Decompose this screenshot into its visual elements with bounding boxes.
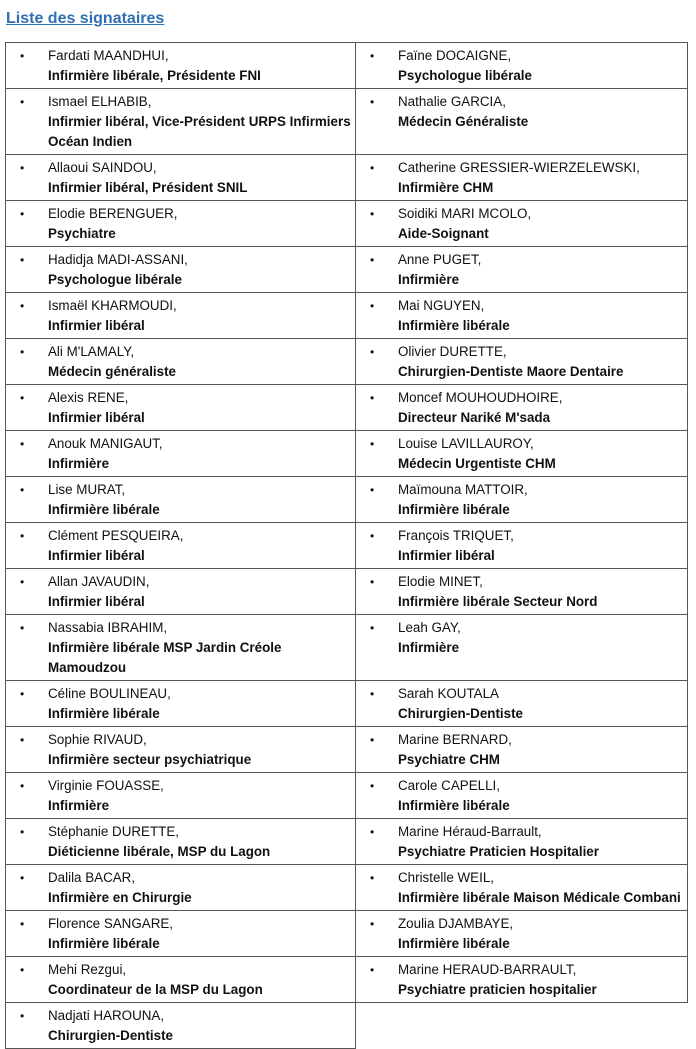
table-row xyxy=(6,865,688,911)
signatory-role: Infirmière libérale MSP Jardin Créole Mamoudzou xyxy=(48,640,282,675)
bullet-icon: • xyxy=(370,95,375,109)
signatory-role: Infirmier libéral, Président SNIL xyxy=(48,180,248,195)
bullet-icon: • xyxy=(370,871,375,885)
signatory-role: Infirmière xyxy=(398,640,460,655)
signatory-cell xyxy=(356,773,688,819)
signatory-name: Ismael ELHABIB, xyxy=(48,94,152,109)
signatory-cell xyxy=(356,911,688,957)
signatory-cell xyxy=(6,911,356,957)
table-row xyxy=(6,681,688,727)
signatory-name: Elodie MINET, xyxy=(398,574,483,589)
signatory-name: Nadjati HAROUNA, xyxy=(48,1008,165,1023)
bullet-icon: • xyxy=(370,437,375,451)
signatory-role: Infirmière libérale xyxy=(48,502,160,517)
signatory-name: Marine HERAUD-BARRAULT, xyxy=(398,962,577,977)
signatory-role: Infirmière xyxy=(398,272,460,287)
signatory-cell xyxy=(6,569,356,615)
bullet-icon: • xyxy=(370,621,375,635)
bullet-icon: • xyxy=(20,391,25,405)
table-row xyxy=(6,89,688,155)
bullet-icon: • xyxy=(20,95,25,109)
bullet-icon: • xyxy=(370,575,375,589)
signatory-name: Céline BOULINEAU, xyxy=(48,686,171,701)
signatory-role: Infirmière libérale xyxy=(398,502,510,517)
signatory-cell xyxy=(356,155,688,201)
table-row xyxy=(6,339,688,385)
signatory-name: Carole CAPELLI, xyxy=(398,778,500,793)
signatory-cell xyxy=(356,89,688,155)
signatory-cell xyxy=(6,523,356,569)
signatory-name: Sarah KOUTALA xyxy=(398,686,499,701)
page-title: Liste des signataires xyxy=(6,10,165,27)
signatory-name: Maïmouna MATTOIR, xyxy=(398,482,528,497)
signatory-cell xyxy=(6,773,356,819)
bullet-icon: • xyxy=(20,1009,25,1023)
bullet-icon: • xyxy=(20,917,25,931)
signatory-name: Lise MURAT, xyxy=(48,482,126,497)
signatory-cell xyxy=(6,615,356,681)
bullet-icon: • xyxy=(370,687,375,701)
bullet-icon: • xyxy=(20,963,25,977)
signatory-cell xyxy=(356,957,688,1003)
signatory-role: Psychiatre xyxy=(48,226,116,241)
bullet-icon: • xyxy=(370,825,375,839)
signatory-role: Infirmière libérale, Présidente FNI xyxy=(48,68,261,83)
table-row xyxy=(6,431,688,477)
signatory-role: Chirurgien-Dentiste xyxy=(48,1028,173,1043)
signatory-role: Directeur Nariké M'sada xyxy=(398,410,551,425)
signatory-name: Hadidja MADI-ASSANI, xyxy=(48,252,188,267)
signatory-role: Infirmière libérale xyxy=(398,798,510,813)
signatory-role: Coordinateur de la MSP du Lagon xyxy=(48,982,263,997)
signatory-role: Psychiatre Praticien Hospitalier xyxy=(398,844,599,859)
signatory-name: Sophie RIVAUD, xyxy=(48,732,147,747)
bullet-icon: • xyxy=(20,253,25,267)
signatory-role: Psychiatre praticien hospitalier xyxy=(398,982,597,997)
signatory-name: Christelle WEIL, xyxy=(398,870,494,885)
signatory-role: Chirurgien-Dentiste Maore Dentaire xyxy=(398,364,624,379)
bullet-icon: • xyxy=(20,779,25,793)
signatory-role: Infirmière xyxy=(48,456,110,471)
signatory-name: Anne PUGET, xyxy=(398,252,482,267)
signatory-role: Infirmière xyxy=(48,798,110,813)
table-row xyxy=(6,615,688,681)
bullet-icon: • xyxy=(370,253,375,267)
table-row xyxy=(6,523,688,569)
signatory-cell xyxy=(356,681,688,727)
bullet-icon: • xyxy=(370,345,375,359)
bullet-icon: • xyxy=(20,529,25,543)
signatory-cell xyxy=(356,247,688,293)
bullet-icon: • xyxy=(370,917,375,931)
table-row xyxy=(6,819,688,865)
bullet-icon: • xyxy=(20,345,25,359)
signatory-cell xyxy=(356,385,688,431)
signatory-role: Médecin Généraliste xyxy=(398,114,529,129)
signatory-cell xyxy=(356,615,688,681)
bullet-icon: • xyxy=(20,825,25,839)
signatory-name: Mai NGUYEN, xyxy=(398,298,485,313)
signatory-name: Nassabia IBRAHIM, xyxy=(48,620,168,635)
bullet-icon: • xyxy=(20,299,25,313)
signatory-cell xyxy=(356,201,688,247)
table-row xyxy=(6,293,688,339)
signatory-cell xyxy=(6,201,356,247)
signatory-cell xyxy=(6,339,356,385)
signatory-role: Aide-Soignant xyxy=(398,226,489,241)
signatory-role: Infirmière en Chirurgie xyxy=(48,890,192,905)
signatory-cell xyxy=(6,247,356,293)
signatory-role: Chirurgien-Dentiste xyxy=(398,706,523,721)
signatory-cell xyxy=(6,89,356,155)
signatory-cell xyxy=(6,477,356,523)
signatory-cell xyxy=(6,293,356,339)
table-row xyxy=(6,43,688,89)
signatory-cell xyxy=(356,431,688,477)
signatory-name: Virginie FOUASSE, xyxy=(48,778,164,793)
signatory-role: Infirmière libérale Secteur Nord xyxy=(398,594,598,609)
signatory-role: Infirmière secteur psychiatrique xyxy=(48,752,252,767)
signatory-cell xyxy=(356,523,688,569)
table-row xyxy=(6,201,688,247)
bullet-icon: • xyxy=(370,963,375,977)
table-row xyxy=(6,727,688,773)
signatory-cell xyxy=(6,431,356,477)
signatory-name: Louise LAVILLAUROY, xyxy=(398,436,534,451)
signatory-name: Marine BERNARD, xyxy=(398,732,512,747)
bullet-icon: • xyxy=(370,299,375,313)
signatory-role: Infirmière libérale Maison Médicale Combani xyxy=(398,890,681,905)
bullet-icon: • xyxy=(20,161,25,175)
signatory-role: Infirmière libérale xyxy=(398,318,510,333)
bullet-icon: • xyxy=(20,871,25,885)
signatory-role: Infirmière libérale xyxy=(48,936,160,951)
signatory-name: Dalila BACAR, xyxy=(48,870,136,885)
bullet-icon: • xyxy=(20,733,25,747)
table-row xyxy=(6,911,688,957)
signatory-role: Infirmière libérale xyxy=(48,706,160,721)
bullet-icon: • xyxy=(370,49,375,63)
table-row xyxy=(6,155,688,201)
signatory-name: Florence SANGARE, xyxy=(48,916,174,931)
signatory-cell xyxy=(356,477,688,523)
signatory-name: Elodie BERENGUER, xyxy=(48,206,178,221)
signatory-name: Soidiki MARI MCOLO, xyxy=(398,206,532,221)
bullet-icon: • xyxy=(370,529,375,543)
signatory-role: Médecin généraliste xyxy=(48,364,177,379)
signatory-name: Ismaël KHARMOUDI, xyxy=(48,298,177,313)
table-row xyxy=(6,1003,688,1049)
table-row xyxy=(6,773,688,819)
bullet-icon: • xyxy=(20,687,25,701)
signatory-role: Psychiatre CHM xyxy=(398,752,500,767)
signatory-role: Psychologue libérale xyxy=(48,272,182,287)
empty-cell xyxy=(356,1003,688,1049)
signatory-cell xyxy=(6,957,356,1003)
signatory-cell xyxy=(6,727,356,773)
signatory-role: Infirmier libéral xyxy=(398,548,495,563)
bullet-icon: • xyxy=(370,483,375,497)
signatory-name: Allaoui SAINDOU, xyxy=(48,160,157,175)
signatory-cell xyxy=(6,385,356,431)
signatory-role: Infirmier libéral xyxy=(48,594,145,609)
signatory-name: Mehi Rezgui, xyxy=(48,962,127,977)
signatory-cell xyxy=(356,819,688,865)
bullet-icon: • xyxy=(20,575,25,589)
signatory-name: Nathalie GARCIA, xyxy=(398,94,506,109)
signatory-name: Anouk MANIGAUT, xyxy=(48,436,163,451)
signatory-name: Allan JAVAUDIN, xyxy=(48,574,150,589)
signatory-cell xyxy=(6,43,356,89)
bullet-icon: • xyxy=(370,207,375,221)
signatory-cell xyxy=(356,727,688,773)
signatory-cell xyxy=(6,155,356,201)
signatory-role: Infirmier libéral xyxy=(48,318,145,333)
signatory-cell xyxy=(6,819,356,865)
bullet-icon: • xyxy=(20,49,25,63)
bullet-icon: • xyxy=(370,733,375,747)
signatory-cell xyxy=(6,865,356,911)
bullet-icon: • xyxy=(370,779,375,793)
signatory-name: Alexis RENE, xyxy=(48,390,129,405)
signatory-cell xyxy=(6,1003,356,1049)
signatory-name: Leah GAY, xyxy=(398,620,461,635)
signatory-cell xyxy=(356,339,688,385)
signatory-cell xyxy=(6,681,356,727)
bullet-icon: • xyxy=(20,483,25,497)
bullet-icon: • xyxy=(20,437,25,451)
table-row xyxy=(6,569,688,615)
bullet-icon: • xyxy=(20,621,25,635)
signatory-name: Stéphanie DURETTE, xyxy=(48,824,179,839)
signatory-role: Infirmier libéral, Vice-Président URPS Infirmiers Océan Indien xyxy=(48,114,351,149)
signatory-role: Infirmier libéral xyxy=(48,410,145,425)
signatory-name: Faïne DOCAIGNE, xyxy=(398,48,512,63)
signatory-name: Catherine GRESSIER-WIERZELEWSKI, xyxy=(398,160,640,175)
signatory-name: Ali M'LAMALY, xyxy=(48,344,135,359)
signatory-name: Zoulia DJAMBAYE, xyxy=(398,916,514,931)
signatory-role: Diéticienne libérale, MSP du Lagon xyxy=(48,844,271,859)
bullet-icon: • xyxy=(370,391,375,405)
signatory-role: Infirmière libérale xyxy=(398,936,510,951)
signatory-cell xyxy=(356,293,688,339)
signatory-cell xyxy=(356,865,688,911)
signatory-name: Clément PESQUEIRA, xyxy=(48,528,184,543)
bullet-icon: • xyxy=(20,207,25,221)
signatory-role: Infirmière CHM xyxy=(398,180,494,195)
table-row xyxy=(6,385,688,431)
signatory-name: François TRIQUET, xyxy=(398,528,514,543)
bullet-icon: • xyxy=(370,161,375,175)
signatory-name: Marine Héraud-Barrault, xyxy=(398,824,542,839)
signatory-name: Moncef MOUHOUDHOIRE, xyxy=(398,390,563,405)
signatory-role: Médecin Urgentiste CHM xyxy=(398,456,556,471)
signatory-name: Olivier DURETTE, xyxy=(398,344,507,359)
signatory-cell xyxy=(356,569,688,615)
table-row xyxy=(6,957,688,1003)
table-row xyxy=(6,247,688,293)
signatory-cell xyxy=(356,43,688,89)
table-row xyxy=(6,477,688,523)
signatory-role: Psychologue libérale xyxy=(398,68,532,83)
signatory-name: Fardati MAANDHUI, xyxy=(48,48,169,63)
signatories-table xyxy=(5,42,688,1049)
signatory-role: Infirmier libéral xyxy=(48,548,145,563)
